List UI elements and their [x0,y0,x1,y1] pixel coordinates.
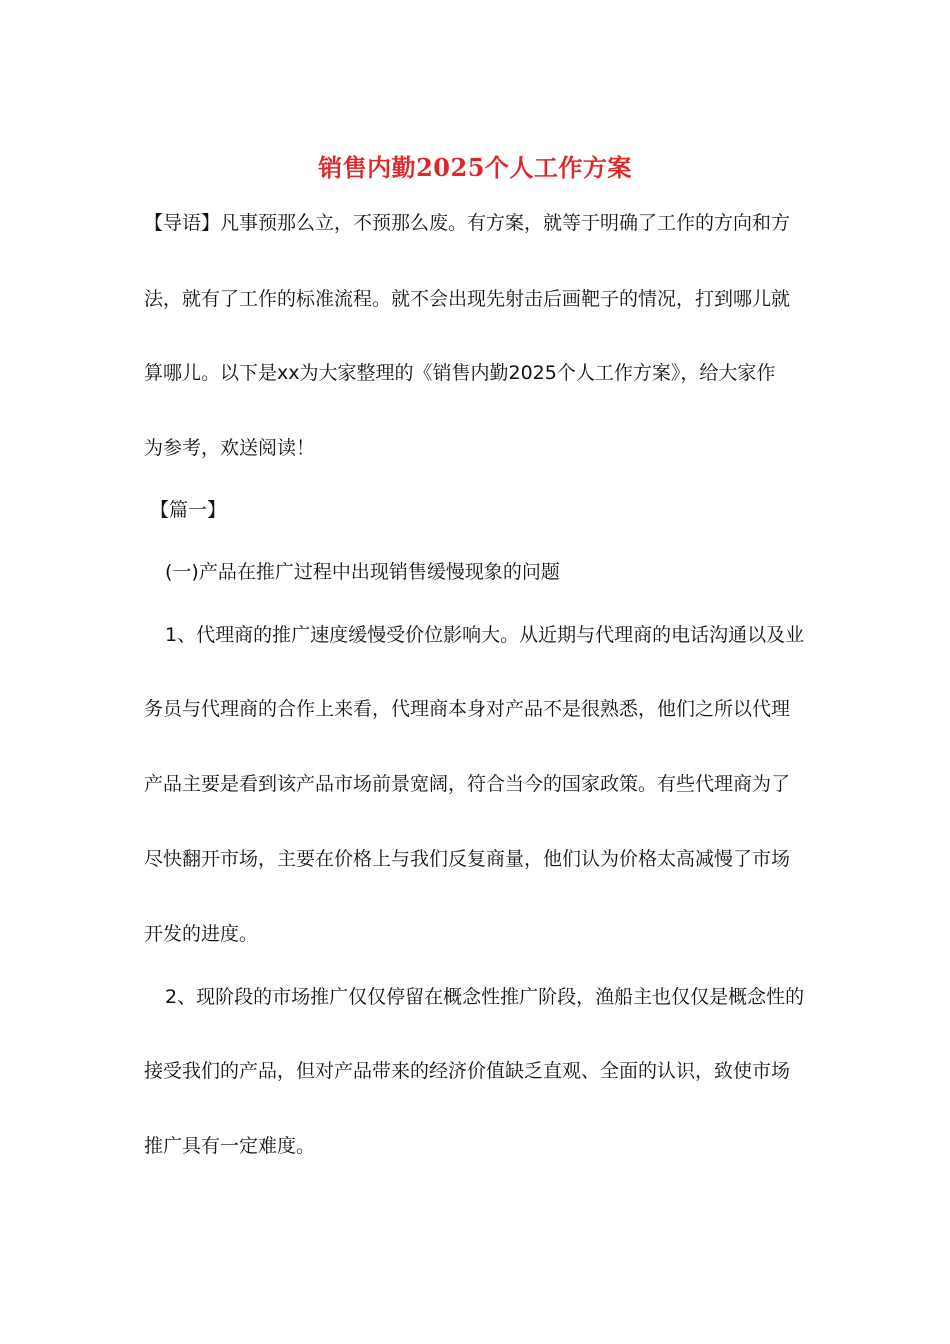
paragraph-1-line-5: 开发的进度。 [144,923,259,945]
paragraph-1-line-4: 尽快翻开市场，主要在价格上与我们反复商量，他们认为价格太高减慢了市场 [144,848,791,870]
subheading: (一)产品在推广过程中出现销售缓慢现象的问题 [165,561,560,583]
section-label: 【篇一】 [150,499,227,521]
intro-line-3: 算哪儿。以下是xx为大家整理的《销售内勤2025个人工作方案》，给大家作 [144,362,776,384]
intro-line-4: 为参考，欢送阅读！ [144,437,316,459]
paragraph-1-line-3: 产品主要是看到该产品市场前景宽阔，符合当今的国家政策。有些代理商为了 [144,773,791,795]
paragraph-1-line-2: 务员与代理商的合作上来看，代理商本身对产品不是很熟悉，他们之所以代理 [144,698,791,720]
document-title: 销售内勤2025个人工作方案 [318,153,632,182]
paragraph-1-line-1: 1、代理商的推广速度缓慢受价位影响大。从近期与代理商的电话沟通以及业 [165,624,805,646]
paragraph-2-line-3: 推广具有一定难度。 [144,1135,316,1157]
paragraph-2-line-2: 接受我们的产品，但对产品带来的经济价值缺乏直观、全面的认识，致使市场 [144,1060,791,1082]
intro-line-1: 【导语】凡事预那么立，不预那么废。有方案，就等于明确了工作的方向和方 [144,212,791,234]
paragraph-2-line-1: 2、现阶段的市场推广仅仅停留在概念性推广阶段，渔船主也仅仅是概念性的 [165,986,805,1008]
intro-line-2: 法，就有了工作的标准流程。就不会出现先射击后画靶子的情况，打到哪儿就 [144,288,791,310]
